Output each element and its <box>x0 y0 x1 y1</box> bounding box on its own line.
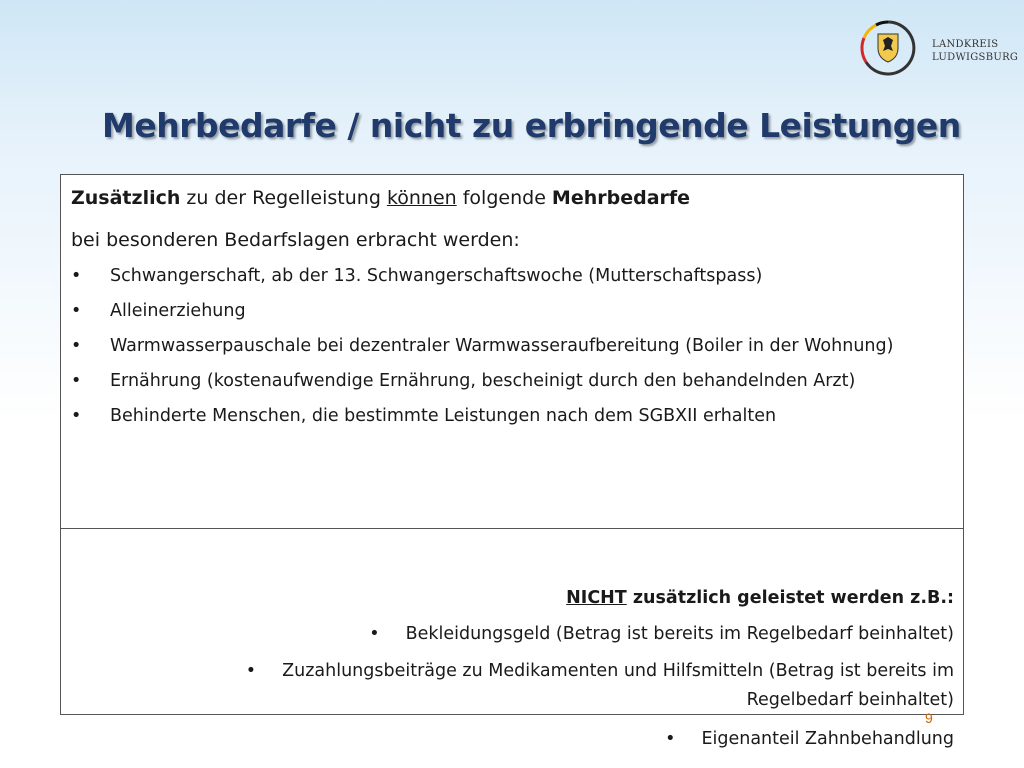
logo-line2: LUDWIGSBURG <box>932 52 1019 63</box>
bullet-icon: • <box>71 266 82 286</box>
list-item-text: Warmwasserpauschale bei dezentraler Warmwasseraufbereitung (Boiler in der Wohnung) <box>110 336 894 356</box>
intro-text-1: zu der Regelleistung <box>180 187 387 209</box>
slide-title: Mehrbedarfe / nicht zu erbringende Leistungen <box>102 106 961 145</box>
list-item-text: Behinderte Menschen, die bestimmte Leistungen nach dem SGBXII erhalten <box>110 406 777 426</box>
list-item-text: Bekleidungsgeld (Betrag ist bereits im Regelbedarf beinhaltet) <box>405 624 954 644</box>
logo-line1: LANDKREIS <box>932 39 999 50</box>
intro-bold-zusaetzlich: Zusätzlich <box>71 187 181 209</box>
nicht-underline: NICHT <box>566 588 627 608</box>
bullet-icon: • <box>665 729 676 749</box>
page-number: 9 <box>925 710 933 726</box>
nicht-heading-rest: zusätzlich geleistet werden z.B.: <box>626 588 954 608</box>
list-item-continuation: Regelbedarf beinhaltet) <box>746 690 954 710</box>
bullet-icon: • <box>71 406 82 426</box>
bullet-icon: • <box>71 301 82 321</box>
bullet-icon: • <box>369 624 380 644</box>
landkreis-logo <box>856 18 1019 78</box>
bullet-icon: • <box>71 371 82 391</box>
bullet-icon: • <box>71 336 82 356</box>
coat-of-arms-icon <box>856 18 920 78</box>
list-item-text: Alleinerziehung <box>110 301 246 321</box>
mehrbedarfe-box <box>60 174 964 529</box>
intro-line2: bei besonderen Bedarfslagen erbracht werden: <box>71 229 520 251</box>
list-item <box>61 368 963 394</box>
list-item <box>61 333 963 359</box>
list-item <box>369 621 954 647</box>
list-item <box>665 726 954 752</box>
mehrbedarfe-list <box>61 263 963 438</box>
list-item-text: Eigenanteil Zahnbehandlung <box>701 729 954 749</box>
list-item-text: Ernährung (kostenaufwendige Ernährung, bescheinigt durch den behandelnden Arzt) <box>110 371 856 391</box>
intro-line1 <box>71 185 690 211</box>
list-item <box>61 403 963 429</box>
intro-bold-mehrbedarfe: Mehrbedarfe <box>551 187 691 209</box>
list-item <box>61 298 963 324</box>
list-item-text: Schwangerschaft, ab der 13. Schwangerschaftswoche (Mutterschaftspass) <box>110 266 763 286</box>
list-item <box>61 263 963 289</box>
intro-text-2: folgende <box>456 187 552 209</box>
bullet-icon: • <box>245 661 257 681</box>
list-item <box>246 658 954 684</box>
intro-underline-koennen: können <box>386 187 457 209</box>
logo-text <box>932 38 1018 64</box>
list-item-text: Zuzahlungsbeiträge zu Medikamenten und Hilfsmitteln (Betrag ist bereits im <box>282 661 954 681</box>
nicht-heading <box>566 585 954 611</box>
